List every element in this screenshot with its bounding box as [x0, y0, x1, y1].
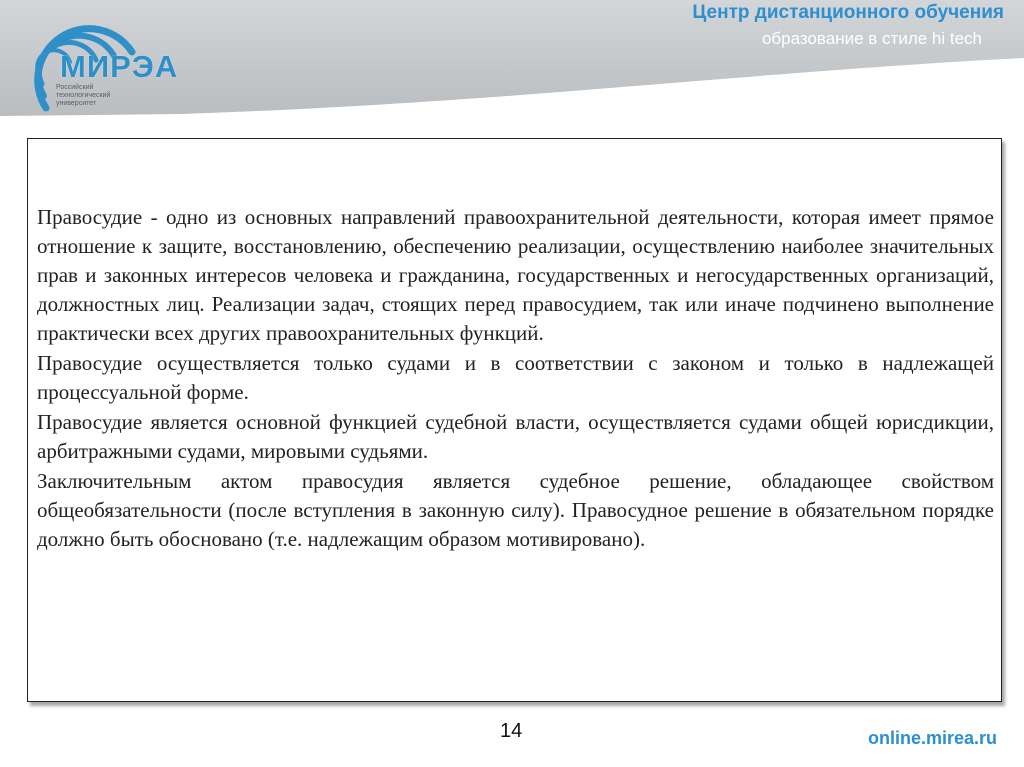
logo-subtitle: Российский технологический университет: [56, 84, 111, 107]
logo-wordmark: МИРЭА: [60, 49, 179, 84]
center-name: Центр дистанционного обучения: [692, 2, 1004, 23]
mirea-logo: [0, 0, 190, 118]
paragraph: Правосудие - одно из основных направлений правоохранительной деятельности, которая имеет прямое отношение к защите, восстановлению, обеспечению реализации, осуществлению наиболее значительных прав и законных интересов человека и гражданина, государственных и негосударственных организаций, должностных лиц. Реализации задач, стоящих перед правосудием, так или иначе подчинено выполнение практически всех других правоохранительных функций.: [37, 205, 994, 345]
paragraph: Правосудие осуществляется только судами и в соответствии с законом и только в надлежащей процессуальной форме.: [37, 351, 994, 404]
paragraph: Правосудие является основной функцией судебной власти, осуществляется судами общей юрисдикции, арбитражными судами, мировыми судьями.: [37, 410, 994, 463]
content-box: [27, 138, 1002, 702]
center-tagline: образование в стиле hi tech: [761, 29, 982, 48]
paragraph: Заключительным актом правосудия является судебное решение, обладающее свойством общеобязательности (после вступления в законную силу). Правосудное решение в обязательном порядке должно быть обосновано (т.е. надлежащим образом мотивировано).: [37, 469, 994, 551]
page-number: 14: [500, 720, 523, 742]
text-block: [37, 203, 994, 555]
site-url[interactable]: online.mirea.ru: [867, 728, 997, 748]
